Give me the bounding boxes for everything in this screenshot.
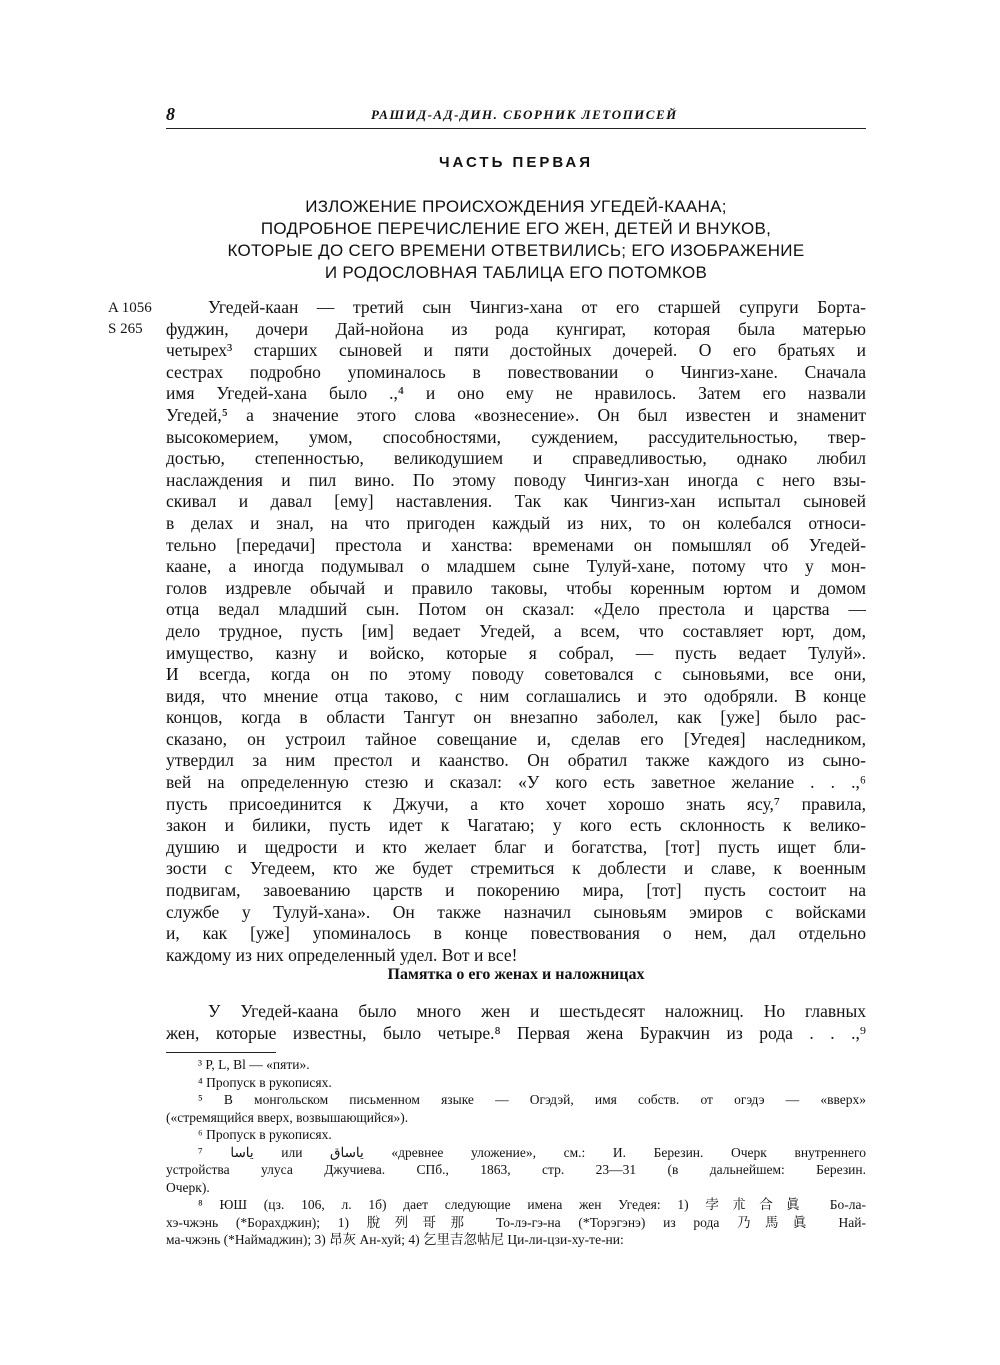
text-line: сестрах подробно упоминалось в повествовании о Чингиз-хане. Сначала (166, 361, 866, 382)
footnote-divider (166, 1052, 276, 1053)
text-line: фуджин, дочери Дай-нойона из рода кунгират, которая была матерью (166, 318, 866, 339)
text-line: подвигам, завоеванию царств и покорению мира, [тот] пусть состоит на (166, 880, 866, 901)
text-line: и, как [уже] упоминалось в конце повествования о нем, дал отдельно (166, 923, 866, 944)
text-line: закон и билики, пусть идет к Чагатаю; у кого есть склонность к велико- (166, 815, 866, 836)
margin-ref: A 1056 (108, 300, 152, 316)
text-line: пусть присоединится к Джучи, а кто хочет хорошо знать ясу,⁷ правила, (166, 793, 866, 814)
text-line: И всегда, когда он по этому поводу советовался с сыновьями, все они, (166, 664, 866, 685)
chapter-heading-line: ИЗЛОЖЕНИЕ ПРОИСХОЖДЕНИЯ УГЕДЕЙ-КААНА; (305, 197, 727, 216)
footnotes (166, 1056, 866, 1249)
running-header (166, 104, 866, 129)
footnote (166, 1074, 866, 1092)
margin-ref: S 265 (108, 321, 143, 337)
text-line: У Угедей-каана было много жен и шестьдесят наложниц. Но главных (208, 1001, 866, 1021)
text-line: каждому из них определенный удел. Вот и все! (166, 944, 518, 965)
text-line: Угедей,⁵ а значение этого слова «вознесение». Он был известен и знаменит (166, 404, 866, 425)
chapter-heading-line: ПОДРОБНОЕ ПЕРЕЧИСЛЕНИЕ ЕГО ЖЕН, ДЕТЕЙ И ВНУКОВ, (260, 219, 772, 238)
text-line: голов издревле обычай и правило таковы, чтобы коренным юртом и домом (166, 577, 866, 598)
text-line: достью, степенностью, великодушием и справедливостью, однако любил (166, 448, 866, 469)
running-title: РАШИД-АД-ДИН. СБОРНИК ЛЕТОПИСЕЙ (371, 107, 678, 122)
text-line: четырех³ старших сыновей и пяти достойных дочерей. О его братьях и (166, 340, 866, 361)
footnote-line: ⁸ ЮШ (цз. 106, л. 1б) дает следующие имена жен Угедея: 1) 孛朮合眞 Бо-ла- (198, 1197, 866, 1212)
text-line: имущество, казну и войско, которые я собрал, — пусть ведает Тулуй». (166, 642, 866, 663)
text-line: Угедей-каан — третий сын Чингиз-хана от его старшей супруги Борта- (208, 297, 866, 317)
footnote-line: ⁷ یاسا или یاساق «древнее уложение», см.: И. Березин. Очерк внутреннего (198, 1144, 866, 1160)
text-line: сказано, он устроил тайное совещание и, сделав его [Угедея] наследником, (166, 728, 866, 749)
chapter-heading (166, 196, 866, 284)
text-line: утвердил за ним престол и каанство. Он обратил также каждого из сыно- (166, 750, 866, 771)
text-line: в делах и знал, на что пригоден каждый из них, то он колебался относи- (166, 512, 866, 533)
text-line: скивал и давал [ему] наставления. Так как Чингиз-хан испытал сыновей (166, 491, 866, 512)
footnote (166, 1091, 866, 1126)
main-paragraph (166, 297, 866, 966)
text-line: каане, а иногда подумывал о младшем сыне Тулуй-хане, потому что у мон- (166, 556, 866, 577)
footnote-line: ⁵ В монгольском письменном языке — Огэдэй, имя собств. от огэдэ — «вверх» (198, 1092, 866, 1107)
page-number: 8 (166, 104, 175, 124)
footnote-line: ³ P, L, Bl — «пяти». (198, 1057, 310, 1072)
text-line: наслаждения и пил вино. По этому поводу Чингиз-хан иногда с него взы- (166, 469, 866, 490)
text-line: жен, которые известны, было четыре.⁸ Первая жена Буракчин из рода . . .,⁹ (166, 1023, 866, 1043)
footnote (166, 1144, 866, 1197)
text-line: отца ведал младший сын. Потом он сказал: «Дело престола и царства — (166, 599, 866, 620)
footnote (166, 1196, 866, 1249)
footnote-line: ⁴ Пропуск в рукописях. (198, 1074, 332, 1090)
text-line: службе у Тулуй-хана». Он также назначил сыновьям эмиров с войсками (166, 901, 866, 922)
footnote-line: Очерк). (166, 1179, 210, 1195)
chapter-heading-line: КОТОРЫЕ ДО СЕГО ВРЕМЕНИ ОТВЕТВИЛИСЬ; ЕГО ИЗОБРАЖЕНИЕ (227, 241, 805, 260)
text-line: видя, что мнение отца таково, с ним соглашались и это одобряли. В конце (166, 685, 866, 706)
footnote-line: («стремящийся вверх, возвышающийся»). (166, 1109, 409, 1125)
text-line: дело трудное, пусть [им] ведает Угедей, а всем, что составляет юрт, дом, (166, 620, 866, 641)
part-title: ЧАСТЬ ПЕРВАЯ (438, 154, 594, 171)
text-line: концов, когда в области Тангут он внезапно заболел, как [уже] было рас- (166, 707, 866, 728)
footnote-line: хэ-чжэнь (*Борахджин); 1) 脫列哥那 То-лэ-гэ-на (*Торэгэнэ) из рода 乃馬眞 Най- (166, 1214, 866, 1230)
text-line: высокомерием, умом, способностями, суждением, рассудительностью, твер- (166, 426, 866, 447)
chapter-heading-line: И РОДОСЛОВНАЯ ТАБЛИЦА ЕГО ПОТОМКОВ (324, 263, 708, 282)
footnote (166, 1126, 866, 1144)
section-title: Памятка о его женах и наложницах (387, 966, 645, 983)
text-line: имя Угедей-хана было .,⁴ и оно ему не нравилось. Затем его назвали (166, 383, 866, 404)
text-line: вей на определенную стезю и сказал: «У кого есть заветное желание . . .,⁶ (166, 772, 866, 793)
text-line: зости с Угедеем, кто же будет стремиться к доблести и славе, к военным (166, 858, 866, 879)
margin-references (108, 298, 152, 340)
second-paragraph (166, 1000, 866, 1044)
footnote-line: ма-чжэнь (*Наймаджин); 3) 昂灰 Ан-хуй; 4) 乞里吉忽帖尼 Ци-ли-цзи-ху-те-ни: (166, 1232, 624, 1247)
text-line: душию и щедрости и кто желает благ и богатства, [тот] пусть ищет бли- (166, 836, 866, 857)
footnote-line: устройства улуса Джучиева. СПб., 1863, стр. 23—31 (в дальнейшем: Березин. (166, 1162, 866, 1177)
footnote-line: ⁶ Пропуск в рукописях. (198, 1127, 332, 1142)
text-line: тельно [передачи] престола и ханства: временами он помышлял об Угедей- (166, 534, 866, 555)
footnote (166, 1056, 866, 1074)
